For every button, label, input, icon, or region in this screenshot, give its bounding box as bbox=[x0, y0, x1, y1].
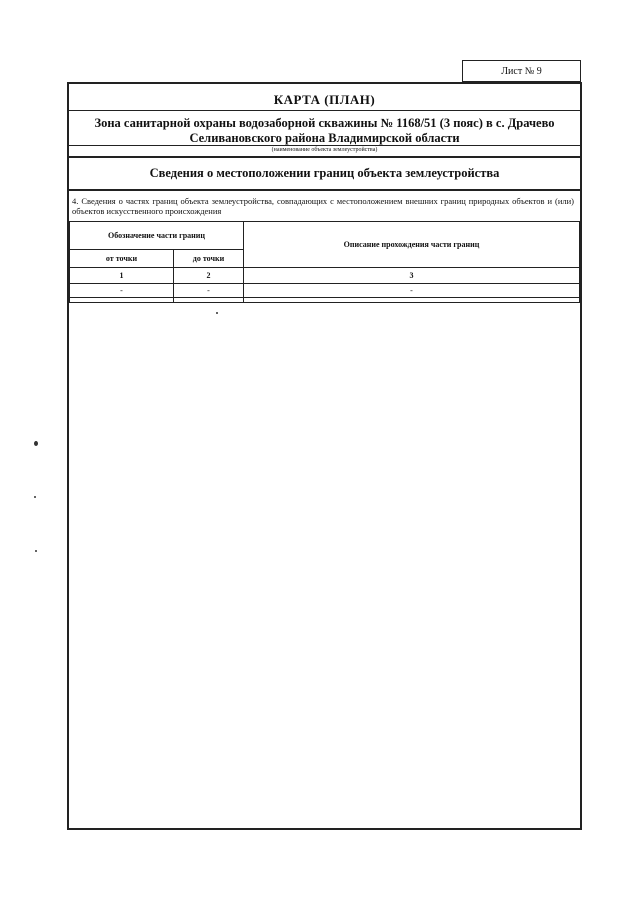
column-number-2: 2 bbox=[174, 268, 244, 284]
header-to-point: до точки bbox=[174, 250, 244, 268]
table-cell bbox=[244, 298, 580, 303]
divider bbox=[69, 110, 580, 111]
section-paragraph: 4. Сведения о частях границ объекта землеустройства, совпадающих с местоположением внешних границ природных объектов и (или) объектов искусственного происхождения bbox=[72, 196, 574, 216]
divider bbox=[69, 156, 580, 158]
column-number-3: 3 bbox=[244, 268, 580, 284]
table-cell: - bbox=[244, 284, 580, 298]
table-cell: - bbox=[174, 284, 244, 298]
document-frame bbox=[67, 82, 582, 830]
document-title: КАРТА (ПЛАН) bbox=[273, 92, 376, 107]
table-cell: - bbox=[70, 284, 174, 298]
object-name-caption: (наименование объекта землеустройства) bbox=[271, 147, 378, 153]
divider bbox=[69, 189, 580, 191]
scan-speck bbox=[34, 496, 36, 498]
section-title: Сведения о местоположении границ объекта землеустройства bbox=[149, 166, 500, 180]
scan-speck bbox=[35, 550, 37, 552]
table-cell bbox=[174, 298, 244, 303]
boundary-parts-table bbox=[69, 221, 580, 303]
header-description: Описание прохождения части границ bbox=[244, 222, 580, 268]
header-boundary-designation: Обозначение части границ bbox=[70, 222, 244, 250]
object-name: Зона санитарной охраны водозаборной скважины № 1168/51 (3 пояс) в с. Драчево Селивановского района Владимирской области bbox=[94, 116, 555, 145]
sheet-number-label: Лист № 9 bbox=[501, 65, 542, 77]
sheet-number-box bbox=[462, 60, 581, 82]
scan-speck bbox=[34, 441, 38, 446]
column-number-1: 1 bbox=[70, 268, 174, 284]
header-from-point: от точки bbox=[70, 250, 174, 268]
scan-speck bbox=[216, 312, 218, 314]
table-cell bbox=[70, 298, 174, 303]
